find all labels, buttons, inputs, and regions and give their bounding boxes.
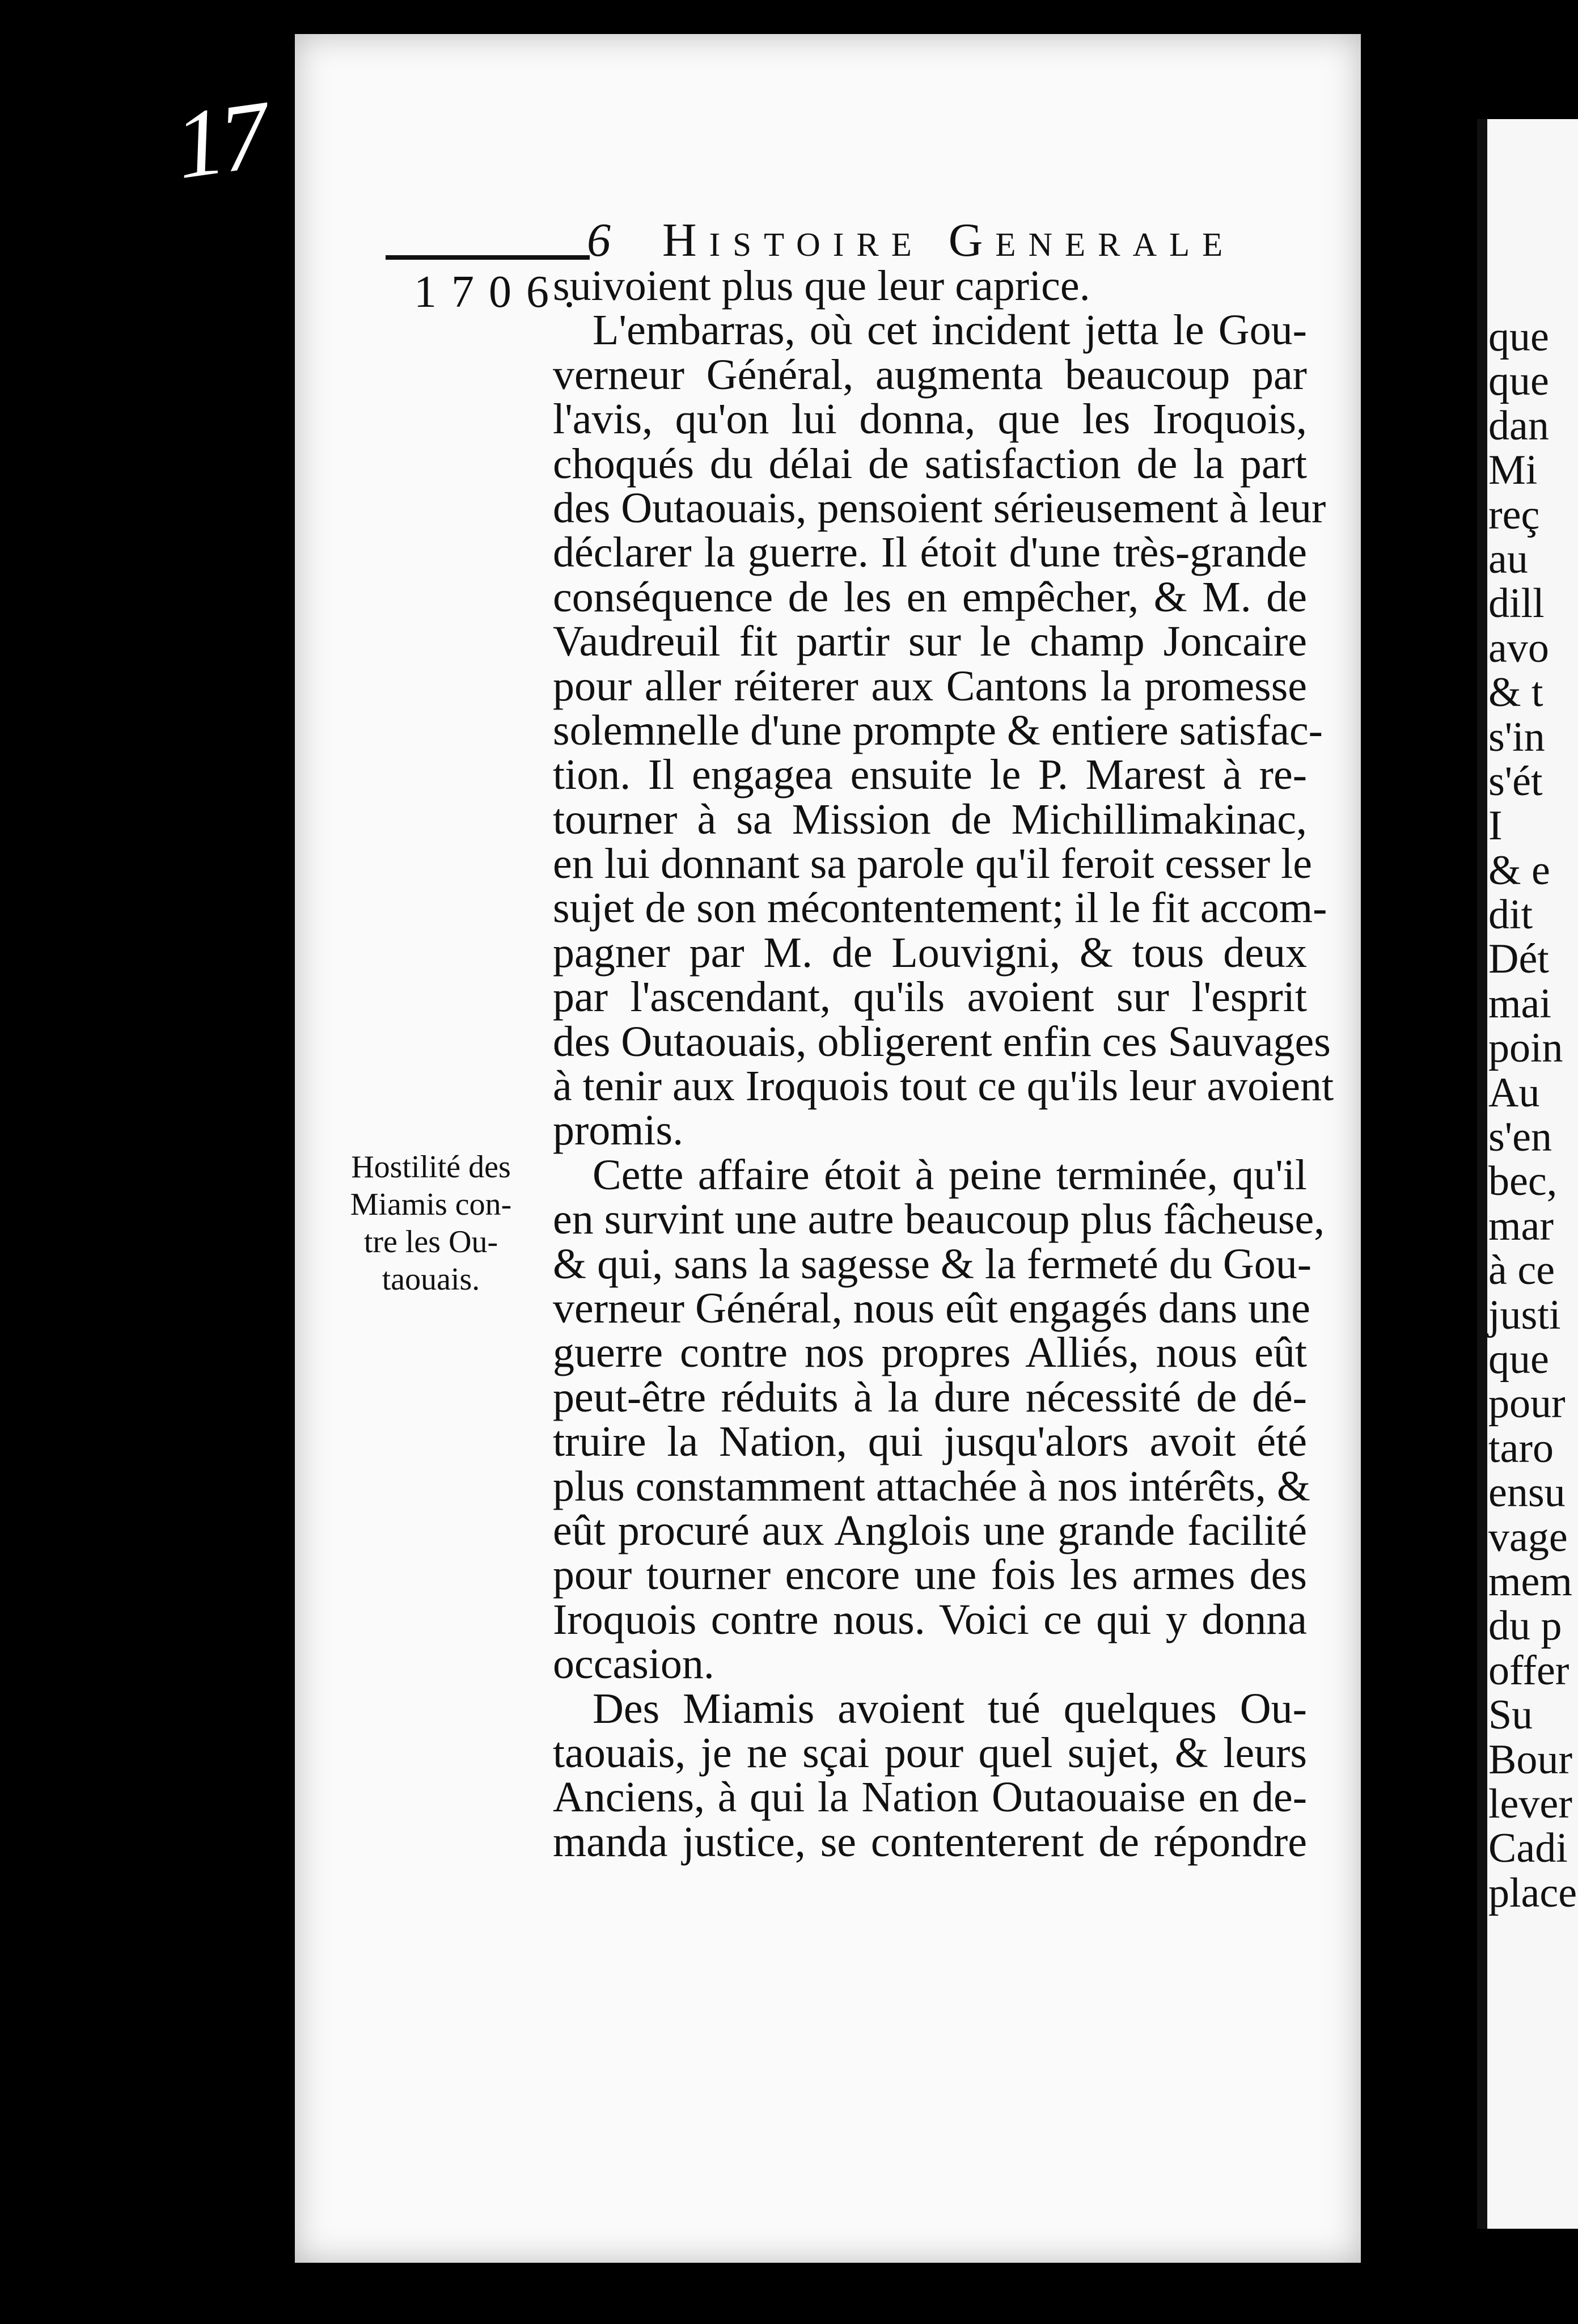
page-number: 6 xyxy=(587,214,611,267)
right-page-fragment: poin xyxy=(1488,1025,1563,1072)
right-page-fragment: au xyxy=(1488,535,1528,582)
right-page-fragment: que xyxy=(1488,358,1549,405)
right-page-fragment: Bour xyxy=(1488,1736,1572,1783)
right-page-fragment: I xyxy=(1488,802,1503,850)
right-page-fragment: Dét xyxy=(1488,936,1549,983)
text-line: à tenir aux Iroquois tout ce qu'ils leur avoient xyxy=(553,1062,1334,1110)
text-line: occasion. xyxy=(553,1640,714,1688)
text-line: suivoient plus que leur caprice. xyxy=(553,262,1090,310)
text-line: verneur Général, nous eût engagés dans une xyxy=(553,1284,1310,1332)
text-line: conséquence de les en empêcher, & M. de xyxy=(553,573,1307,621)
right-page-fragment: que xyxy=(1488,1336,1549,1383)
right-page-fragment: s'in xyxy=(1488,713,1545,760)
text-line: peut-être réduits à la dure nécessité de dé- xyxy=(553,1373,1307,1421)
right-page-fragment: mem xyxy=(1488,1558,1572,1605)
right-page-fragment: mar xyxy=(1488,1202,1554,1249)
text-line: truire la Nation, qui jusqu'alors avoit été xyxy=(553,1418,1307,1466)
text-line: des Outaouais, obligerent enfin ces Sauvages xyxy=(553,1017,1331,1066)
text-line: pour aller réiterer aux Cantons la promesse xyxy=(553,662,1307,710)
right-page-fragment: reç xyxy=(1488,491,1540,538)
text-line: Iroquois contre nous. Voici ce qui y donna xyxy=(553,1595,1307,1643)
right-page-fragment: lever xyxy=(1488,1780,1572,1827)
text-line: tourner à sa Mission de Michillimakinac, xyxy=(553,795,1307,843)
right-page-fragment: que xyxy=(1488,314,1549,360)
right-page-fragment: & t xyxy=(1488,669,1543,716)
text-line: & qui, sans la sagesse & la fermeté du Gou- xyxy=(553,1240,1312,1288)
right-page-fragment: place xyxy=(1488,1869,1577,1916)
right-page-fragment: mai xyxy=(1488,980,1551,1027)
text-line: plus constamment attachée à nos intérêts, & xyxy=(553,1462,1310,1510)
text-line: choqués du délai de satisfaction de la part xyxy=(553,440,1307,488)
right-page-fragment: justi xyxy=(1488,1291,1561,1338)
right-page-fragment: & e xyxy=(1488,847,1550,894)
text-line: Vaudreuil fit partir sur le champ Joncaire xyxy=(553,618,1307,666)
text-line: pagner par M. de Louvigni, & tous deux xyxy=(553,928,1307,977)
right-page-fragment: ensu xyxy=(1488,1469,1566,1516)
margin-note-line: tre les Ou- xyxy=(363,1224,498,1260)
margin-note xyxy=(329,1148,533,1298)
margin-note-line: taouais. xyxy=(382,1262,480,1297)
text-line: solemnelle d'une prompte & entiere satisfac- xyxy=(553,706,1323,754)
right-page-fragment: du p xyxy=(1488,1603,1562,1650)
handwritten-mark: 17 xyxy=(168,81,273,200)
text-line: Cette affaire étoit à peine terminée, qu'il xyxy=(593,1151,1307,1199)
right-page-fragment: dan xyxy=(1488,402,1549,449)
text-line: déclarer la guerre. Il étoit d'une très-grande xyxy=(553,529,1307,577)
text-line: des Outaouais, pensoient sérieusement à leur xyxy=(553,484,1326,532)
margin-note-line: Miamis con- xyxy=(350,1187,512,1222)
running-title: Histoire Generale xyxy=(662,214,1236,267)
text-line: pour tourner encore une fois les armes des xyxy=(553,1551,1307,1599)
text-line: Anciens, à qui la Nation Outaouaise en de- xyxy=(553,1773,1307,1822)
right-page-fragment: Au xyxy=(1488,1069,1540,1116)
right-page-text xyxy=(1488,315,1577,1915)
text-line: en lui donnant sa parole qu'il feroit cesser le xyxy=(553,840,1313,888)
right-page-fragment: pour xyxy=(1488,1380,1566,1427)
text-line: guerre contre nos propres Alliés, nous eût xyxy=(553,1329,1307,1377)
right-page-fragment: dit xyxy=(1488,891,1533,939)
text-line: manda justice, se contenterent de répondre xyxy=(553,1818,1307,1866)
text-line: par l'ascendant, qu'ils avoient sur l'esprit xyxy=(553,973,1307,1021)
text-line: verneur Général, augmenta beaucoup par xyxy=(553,350,1307,399)
text-line: en survint une autre beaucoup plus fâcheuse, xyxy=(553,1195,1325,1244)
right-page-fragment: Cadi xyxy=(1488,1825,1568,1872)
right-page-fragment: Su xyxy=(1488,1692,1533,1739)
text-line: promis. xyxy=(553,1106,684,1155)
running-header xyxy=(587,213,1235,268)
right-page-fragment: offer xyxy=(1488,1647,1569,1694)
right-page-fragment: avo xyxy=(1488,624,1549,671)
year-marker: 1706. xyxy=(414,267,590,317)
right-page-fragment: s'ét xyxy=(1488,758,1543,805)
right-page-fragment: s'en xyxy=(1488,1114,1552,1161)
right-page-fragment: à ce xyxy=(1488,1247,1555,1294)
right-page-fragment: Mi xyxy=(1488,447,1538,494)
text-line: L'embarras, où cet incident jetta le Gou- xyxy=(593,306,1307,354)
right-page-fragment: dill xyxy=(1488,580,1545,627)
text-line: l'avis, qu'on lui donna, que les Iroquois, xyxy=(553,395,1307,443)
body-text xyxy=(553,262,1334,1866)
right-page-fragment: taro xyxy=(1488,1425,1554,1472)
header-rule xyxy=(386,255,590,260)
text-line: sujet de son mécontentement; il le fit accom- xyxy=(553,884,1327,932)
text-line: eût procuré aux Anglois une grande facilité xyxy=(553,1506,1307,1554)
right-page-fragment: bec, xyxy=(1488,1158,1558,1205)
text-line: taouais, je ne sçai pour quel sujet, & leurs xyxy=(553,1729,1307,1777)
text-line: Des Miamis avoient tué quelques Ou- xyxy=(593,1684,1307,1733)
text-line: tion. Il engagea ensuite le P. Marest à re- xyxy=(553,751,1307,799)
right-page-fragment: vage xyxy=(1488,1514,1568,1561)
margin-note-line: Hostilité des xyxy=(351,1150,511,1185)
